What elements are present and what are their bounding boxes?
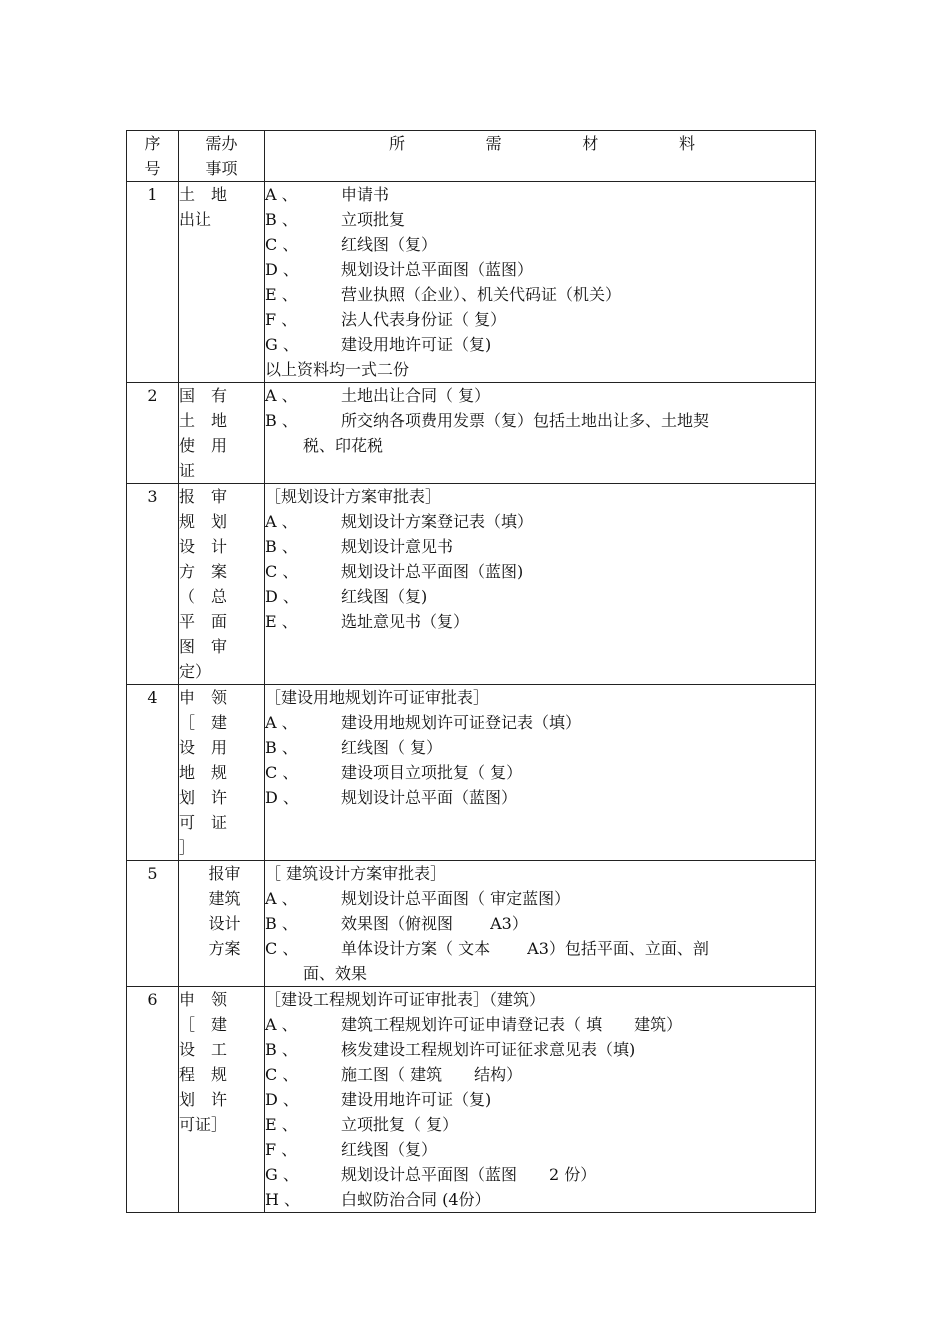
- row-item-line: 使 用: [179, 436, 228, 455]
- material-text: 建设用地规划许可证登记表（填）: [341, 713, 582, 732]
- material-text: ［建设工程规划许可证审批表］（建筑）: [265, 990, 546, 1009]
- header-materials-char2: 需: [485, 134, 502, 153]
- material-line: [265, 911, 815, 936]
- row-item-line: 设 工: [179, 1040, 228, 1059]
- material-line: [265, 433, 815, 458]
- material-text: 规划设计总平面（蓝图）: [341, 788, 518, 807]
- header-item-line2: 事项: [205, 159, 238, 178]
- material-label: B 、: [265, 738, 298, 757]
- header-no: [127, 131, 179, 182]
- material-line: [265, 1112, 815, 1137]
- material-text: ［规划设计方案审批表］: [265, 487, 442, 506]
- material-label: A 、: [265, 1015, 298, 1034]
- material-label: H 、: [265, 1190, 301, 1209]
- material-label: B 、: [265, 1040, 298, 1059]
- row-item: [179, 861, 265, 987]
- material-text: 规划设计总平面图（ 审定蓝图）: [341, 889, 571, 908]
- table-row: [127, 861, 816, 987]
- material-line: [265, 307, 815, 332]
- row-number: 1: [127, 182, 179, 383]
- material-label: A 、: [265, 512, 298, 531]
- row-item-line: ［ 建: [179, 1015, 228, 1034]
- material-label: F 、: [265, 310, 298, 329]
- material-label: D 、: [265, 1090, 299, 1109]
- header-materials-char1: 所: [389, 134, 406, 153]
- material-label: B 、: [265, 411, 298, 430]
- material-text: 面、效果: [303, 964, 368, 983]
- row-number: 3: [127, 484, 179, 685]
- material-label: G 、: [265, 1165, 299, 1184]
- material-line: [265, 408, 815, 433]
- table-row: [127, 685, 816, 861]
- material-line: [265, 987, 815, 1012]
- material-label: A 、: [265, 713, 298, 732]
- material-line: [265, 886, 815, 911]
- header-materials-char4: 料: [678, 134, 695, 153]
- material-line: [265, 710, 815, 735]
- material-line: [265, 332, 815, 357]
- material-line: [265, 1187, 815, 1212]
- material-text: ［建设用地规划许可证审批表］: [265, 688, 490, 707]
- material-text: 建设项目立项批复（ 复）: [341, 763, 523, 782]
- header-no-line2: 号: [144, 159, 161, 178]
- material-line: [265, 232, 815, 257]
- material-line: [265, 509, 815, 534]
- row-item-line: 设 用: [179, 738, 228, 757]
- material-label: F 、: [265, 1140, 298, 1159]
- row-item-line: 建筑: [208, 889, 241, 908]
- material-text: 规划设计意见书: [341, 537, 454, 556]
- material-label: A 、: [265, 889, 298, 908]
- row-item-line: 方 案: [179, 562, 228, 581]
- row-materials: [265, 383, 816, 484]
- row-item: [179, 685, 265, 861]
- material-text: 立项批复（ 复）: [341, 1115, 459, 1134]
- material-text: 所交纳各项费用发票（复）包括土地出让多、土地契: [341, 411, 710, 430]
- material-line: [265, 785, 815, 810]
- material-line: [265, 484, 815, 509]
- material-line: [265, 1087, 815, 1112]
- row-item-line: 报 审: [179, 487, 228, 506]
- row-item-line: ］: [179, 838, 196, 857]
- material-line: [265, 1037, 815, 1062]
- material-text: 红线图（ 复）: [341, 738, 443, 757]
- row-item-line: 可证］: [179, 1115, 228, 1134]
- material-text: 建设用地许可证（复): [341, 335, 492, 354]
- material-text: 红线图（复）: [341, 1140, 438, 1159]
- table-row: [127, 987, 816, 1213]
- material-line: [265, 1062, 815, 1087]
- material-text: 规划设计总平面图（蓝图）: [341, 260, 534, 279]
- material-text: 建设用地许可证（复): [341, 1090, 492, 1109]
- row-item-line: 设 计: [179, 537, 228, 556]
- row-item-line: 证: [179, 461, 196, 480]
- row-number: 5: [127, 861, 179, 987]
- row-item-line: 平 面: [179, 612, 228, 631]
- material-text: 白蚁防治合同 (4份）: [341, 1190, 491, 1209]
- material-label: D 、: [265, 587, 299, 606]
- row-item-line: 可 证: [179, 813, 228, 832]
- material-label: D 、: [265, 260, 299, 279]
- material-text: 以上资料均一式二份: [265, 360, 410, 379]
- row-item-line: 规 划: [179, 512, 228, 531]
- row-item: [179, 383, 265, 484]
- material-line: [265, 207, 815, 232]
- material-line: [265, 961, 815, 986]
- header-materials: [265, 131, 816, 182]
- row-item-line: 划 许: [179, 788, 228, 807]
- material-line: [265, 609, 815, 634]
- material-line: [265, 182, 815, 207]
- material-label: E 、: [265, 612, 298, 631]
- row-item-line: 申 领: [179, 688, 228, 707]
- row-item-line: 报审: [208, 864, 241, 883]
- material-text: 红线图（复): [341, 587, 428, 606]
- material-line: [265, 1137, 815, 1162]
- row-item-line: 土 地: [179, 185, 228, 204]
- table-row: [127, 182, 816, 383]
- material-label: G 、: [265, 335, 299, 354]
- material-line: [265, 282, 815, 307]
- row-item-line: 申 领: [179, 990, 228, 1009]
- header-no-line1: 序: [144, 134, 161, 153]
- row-item-line: 划 许: [179, 1090, 228, 1109]
- material-text: 红线图（复）: [341, 235, 438, 254]
- row-item-line: 定）: [179, 662, 212, 681]
- material-text: 土地出让合同（ 复）: [341, 386, 491, 405]
- material-text: 申请书: [341, 185, 390, 204]
- material-text: 立项批复: [341, 210, 406, 229]
- row-materials: [265, 484, 816, 685]
- material-line: [265, 936, 815, 961]
- material-line: [265, 735, 815, 760]
- row-item: [179, 182, 265, 383]
- material-label: C 、: [265, 562, 299, 581]
- row-item-line: 图 审: [179, 637, 228, 656]
- row-item-line: 程 规: [179, 1065, 228, 1084]
- row-materials: [265, 987, 816, 1213]
- material-label: B 、: [265, 914, 298, 933]
- table-body: [127, 182, 816, 1213]
- row-number: 4: [127, 685, 179, 861]
- material-text: 规划设计总平面图（蓝图): [341, 562, 524, 581]
- row-item-line: 土 地: [179, 411, 228, 430]
- row-item: [179, 484, 265, 685]
- material-label: E 、: [265, 285, 298, 304]
- row-number: 6: [127, 987, 179, 1213]
- material-label: B 、: [265, 537, 298, 556]
- material-label: A 、: [265, 386, 298, 405]
- material-line: [265, 1012, 815, 1037]
- material-text: 税、印花税: [303, 436, 384, 455]
- row-number: 2: [127, 383, 179, 484]
- material-line: [265, 685, 815, 710]
- material-label: B 、: [265, 210, 298, 229]
- material-line: [265, 584, 815, 609]
- material-text: 核发建设工程规划许可证征求意见表（填): [341, 1040, 636, 1059]
- row-item-line: 国 有: [179, 386, 228, 405]
- row-item-line: 方案: [208, 939, 241, 958]
- material-line: [265, 861, 815, 886]
- row-item-line: 出让: [179, 210, 212, 229]
- material-line: [265, 760, 815, 785]
- row-materials: [265, 182, 816, 383]
- header-item: [179, 131, 265, 182]
- row-materials: [265, 685, 816, 861]
- table-row: [127, 484, 816, 685]
- row-item-line: 设计: [208, 914, 241, 933]
- material-text: 营业执照（企业）、机关代码证（机关）: [341, 285, 622, 304]
- material-line: [265, 357, 815, 382]
- table-row: [127, 383, 816, 484]
- material-line: [265, 383, 815, 408]
- header-item-line1: 需办: [205, 134, 238, 153]
- material-line: [265, 257, 815, 282]
- material-text: 选址意见书（复）: [341, 612, 470, 631]
- row-item-line: （ 总: [179, 587, 228, 606]
- material-label: E 、: [265, 1115, 298, 1134]
- materials-table: [126, 130, 816, 1213]
- material-label: C 、: [265, 939, 299, 958]
- row-item-line: 地 规: [179, 763, 228, 782]
- material-line: [265, 1162, 815, 1187]
- material-text: 建筑工程规划许可证申请登记表（ 填 建筑）: [341, 1015, 683, 1034]
- row-item: [179, 987, 265, 1213]
- header-row: [127, 131, 816, 182]
- material-text: 效果图（俯视图 A3）: [341, 914, 528, 933]
- material-text: 规划设计总平面图（蓝图 2 份）: [341, 1165, 597, 1184]
- row-item-line: ［ 建: [179, 713, 228, 732]
- material-line: [265, 559, 815, 584]
- material-label: D 、: [265, 788, 299, 807]
- material-label: C 、: [265, 763, 299, 782]
- material-label: A 、: [265, 185, 298, 204]
- material-text: 单体设计方案（ 文本 A3）包括平面、立面、剖: [341, 939, 709, 958]
- material-label: C 、: [265, 235, 299, 254]
- material-label: C 、: [265, 1065, 299, 1084]
- material-text: 法人代表身份证（ 复）: [341, 310, 507, 329]
- material-text: 规划设计方案登记表（填）: [341, 512, 534, 531]
- material-text: 施工图（ 建筑 结构）: [341, 1065, 523, 1084]
- material-line: [265, 534, 815, 559]
- header-materials-char3: 材: [582, 134, 599, 153]
- row-materials: [265, 861, 816, 987]
- material-text: ［ 建筑设计方案审批表］: [265, 864, 447, 883]
